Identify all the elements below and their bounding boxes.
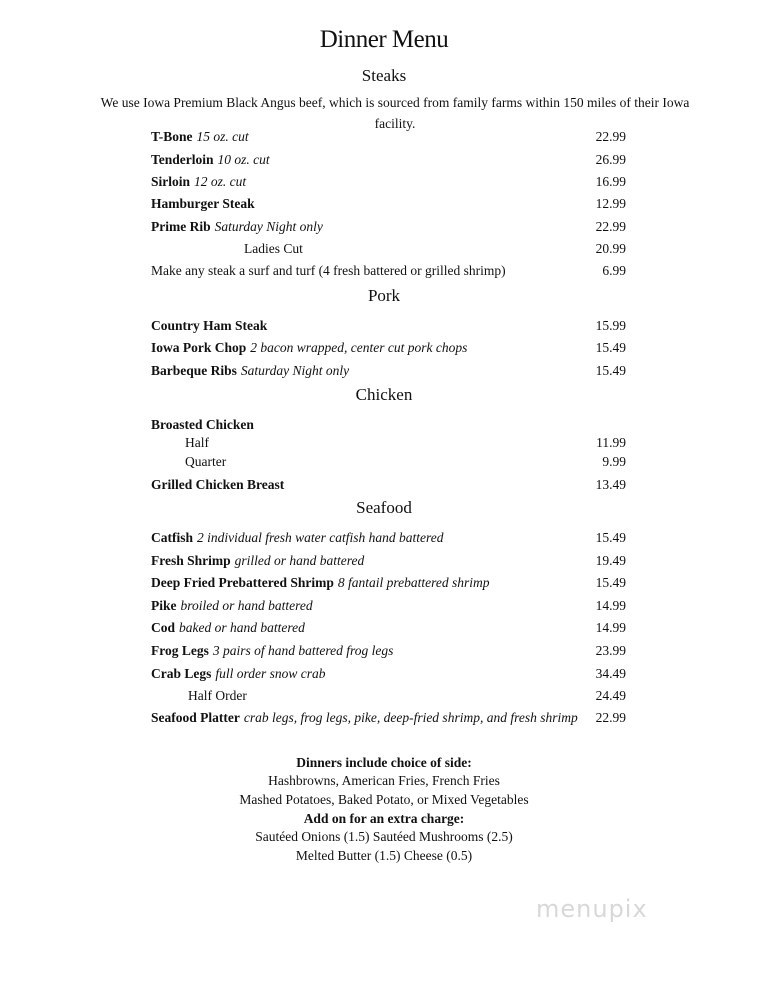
- item-price: 13.49: [595, 477, 626, 492]
- menu-item: [151, 597, 626, 615]
- item-price: 6.99: [602, 263, 626, 278]
- section-intro: We use Iowa Premium Black Angus beef, which is sourced from family farms within 150 miles of their Iowa facility.: [100, 95, 690, 131]
- menu-item: [151, 195, 626, 213]
- item-name: Half: [185, 435, 209, 450]
- item-name: Frog Legs: [151, 643, 209, 658]
- item-name: Fresh Shrimp: [151, 553, 231, 568]
- addon-line-1: Sautéed Onions (1.5) Sautéed Mushrooms (2.5): [255, 829, 513, 844]
- section-heading-pork: Pork: [367, 286, 401, 305]
- addon-line-2: Melted Butter (1.5) Cheese (0.5): [295, 848, 473, 863]
- menu-item: [151, 552, 626, 570]
- item-name: Deep Fried Prebattered Shrimp: [151, 575, 334, 590]
- item-price: 15.49: [595, 575, 626, 590]
- item-description: 15 oz. cut: [196, 129, 249, 144]
- menu-item: [151, 240, 626, 258]
- item-price: 15.49: [595, 363, 626, 378]
- item-name: Crab Legs: [151, 666, 212, 681]
- item-name: Quarter: [185, 454, 227, 469]
- item-description: full order snow crab: [215, 666, 326, 681]
- item-name: Catfish: [151, 530, 194, 545]
- item-description: 3 pairs of hand battered frog legs: [212, 643, 394, 658]
- item-name: Cod: [151, 620, 176, 635]
- page-title: Dinner Menu: [319, 26, 449, 53]
- item-price: 23.99: [595, 643, 626, 658]
- item-price: 26.99: [595, 152, 626, 167]
- item-name: T-Bone: [151, 129, 193, 144]
- sides-heading: Dinners include choice of side:: [296, 755, 472, 770]
- menu-item: [151, 665, 626, 683]
- item-description: broiled or hand battered: [180, 598, 313, 613]
- item-price: 9.99: [602, 454, 626, 469]
- item-description: Saturday Night only: [214, 219, 323, 234]
- item-price: 16.99: [595, 174, 626, 189]
- menu-item: [151, 642, 626, 660]
- menu-item: [151, 687, 626, 705]
- item-price: 20.99: [595, 241, 626, 256]
- watermark-logo: menupix: [536, 895, 648, 923]
- menu-item: [151, 218, 626, 236]
- item-price: 19.49: [595, 553, 626, 568]
- section-heading-steaks: Steaks: [361, 66, 407, 85]
- menu-item: [151, 339, 626, 357]
- menu-item: [151, 151, 626, 169]
- item-description: crab legs, frog legs, pike, deep-fried shrimp, and fresh shrimp: [243, 710, 578, 725]
- addon-heading: Add on for an extra charge:: [303, 811, 465, 826]
- item-price: 15.99: [595, 318, 626, 333]
- item-name: Broasted Chicken: [151, 417, 254, 432]
- item-price: 22.99: [595, 710, 626, 725]
- item-name: Iowa Pork Chop: [151, 340, 247, 355]
- menu-item: [151, 619, 626, 637]
- item-name: Barbeque Ribs: [151, 363, 237, 378]
- menu-item: [151, 262, 626, 280]
- item-price: 22.99: [595, 219, 626, 234]
- menu-item: [151, 362, 626, 380]
- menu-item: [151, 173, 626, 191]
- menu-item: [151, 128, 626, 146]
- item-price: 14.99: [595, 598, 626, 613]
- item-name: Make any steak a surf and turf (4 fresh battered or grilled shrimp): [151, 263, 506, 278]
- menu-item: [151, 476, 626, 494]
- menu-item: [151, 574, 626, 592]
- item-description: 10 oz. cut: [217, 152, 270, 167]
- item-description: 2 bacon wrapped, center cut pork chops: [250, 340, 468, 355]
- item-price: 34.49: [595, 666, 626, 681]
- item-description: 8 fantail prebattered shrimp: [337, 575, 490, 590]
- item-name: Country Ham Steak: [151, 318, 268, 333]
- menu-item: [151, 434, 626, 452]
- item-price: 15.49: [595, 340, 626, 355]
- item-name: Tenderloin: [151, 152, 214, 167]
- item-description: 12 oz. cut: [194, 174, 247, 189]
- item-price: 24.49: [595, 688, 626, 703]
- menu-item: [151, 317, 626, 335]
- item-name: Pike: [151, 598, 177, 613]
- item-name: Prime Rib: [151, 219, 211, 234]
- item-description: Saturday Night only: [240, 363, 350, 378]
- item-name: Ladies Cut: [244, 241, 303, 256]
- item-price: 12.99: [595, 196, 626, 211]
- sides-line-1: Hashbrowns, American Fries, French Fries: [268, 773, 500, 788]
- item-price: 22.99: [595, 129, 626, 144]
- sides-line-2: Mashed Potatoes, Baked Potato, or Mixed Vegetables: [239, 792, 529, 807]
- section-heading-chicken: Chicken: [355, 385, 413, 404]
- menu-item: [151, 416, 626, 434]
- item-name: Hamburger Steak: [151, 196, 255, 211]
- item-name: Half Order: [188, 688, 247, 703]
- item-description: grilled or hand battered: [234, 553, 365, 568]
- item-price: 11.99: [596, 435, 626, 450]
- item-description: 2 individual fresh water catfish hand battered: [197, 530, 444, 545]
- menu-item: [151, 453, 626, 471]
- item-price: 15.49: [595, 530, 626, 545]
- menu-item: [151, 529, 626, 547]
- item-name: Sirloin: [151, 174, 191, 189]
- item-description: baked or hand battered: [179, 620, 305, 635]
- menu-item: [151, 709, 626, 727]
- item-name: Grilled Chicken Breast: [151, 477, 285, 492]
- item-price: 14.99: [595, 620, 626, 635]
- section-heading-seafood: Seafood: [356, 498, 412, 517]
- item-name: Seafood Platter: [151, 710, 240, 725]
